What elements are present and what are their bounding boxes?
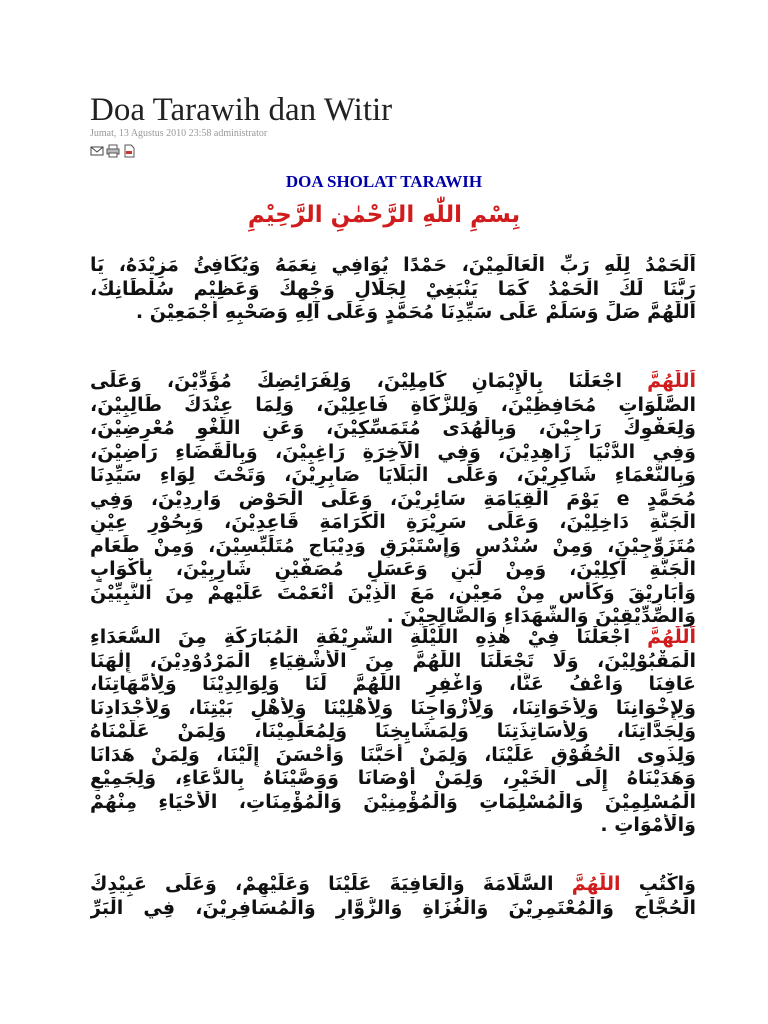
text-segment: اجْعَلْنَا بِالْإِيْمَانِ كَامِلِيْنَ، وَلِفَرَائِضِكَ مُؤَدِّيْنَ، وَعَلَى — [90, 370, 622, 392]
paragraph-doa-2 — [90, 626, 696, 838]
text-line: وَهَدَيْنَاهُ إِلَى الْخَيْرِ، وَلِمَنْ أَوْصَانَا وَوَصَّيْنَاهُ بِالدُّعَاءِ، وَلِجَمِيْعِ — [90, 767, 696, 789]
paragraph-doa-3 — [90, 873, 696, 920]
text-line: عَافِنَا وَاعْفُ عَنَّا، وَاغْفِرِ اللّٰهُمَّ لَنَا وَلِوَالِدِيْنَا وَلِأُمَّهَاتِنَا، — [90, 673, 696, 695]
page-title: Doa Tarawih dan Witir — [90, 92, 393, 128]
print-icon[interactable] — [106, 143, 120, 157]
text-line: وَفِي الدُّنْيَا زَاهِدِيْنَ، وَفِي الْآخِرَةِ رَاغِبِيْنَ، وَبِالْقَضَاءِ رَاضِيْنَ، — [90, 440, 696, 463]
text-segment: اجْعَلْنَا فِيْ هٰذِهِ اللَّيْلَةِ الشَّرِيْفَةِ الْمُبَارَكَةِ مِنَ السُّعَدَاءِ — [90, 626, 631, 648]
allahumma-word: اَللّٰهُمَّ — [647, 370, 696, 392]
text-line: وَأَبَارِيْقَ وَكَأْسٍ مِنْ مَعِيْنٍ، مَعَ الَّذِيْنَ أَنْعَمْتَ عَلَيْهِمْ مِنَ النَّبِيِّيْنَ — [90, 581, 696, 604]
text-line: مُحَمَّدٍ e يَوْمَ الْقِيَامَةِ سَائِرِيْنَ، وَعَلَى الْحَوْضِ وَارِدِيْنَ، وَفِي — [90, 487, 696, 510]
text-line: وَالْأَمْوَاتِ . — [600, 814, 696, 836]
email-icon[interactable] — [90, 143, 104, 157]
text-line: الْجَنَّةِ آكِلِيْنَ، وَمِنْ لَبَنٍ وَعَسَلٍ مُصَفَّيْنِ شَارِبِيْنَ، بِأَكْوَابٍ — [90, 558, 696, 580]
article-meta: Jumat, 13 Agustus 2010 23:58 administrator — [90, 128, 268, 139]
text-line: مُتَزَوِّجِيْنَ، وَمِنْ سُنْدُسٍ وَإِسْتَبْرَقٍ وَدِيْبَاجٍ مُتَلَبِّسِيْنَ، وَمِنْ طَعَامِ — [90, 534, 696, 557]
text-line: الصَّلَوَاتِ مُحَافِظِيْنَ، وَلِلزَّكَاةِ فَاعِلِيْنَ، وَلِمَا عِنْدَكَ طَالِبِيْنَ، — [90, 393, 696, 416]
text-line: الْجَنَّةِ دَاخِلِيْنَ، وَعَلَى سَرِيْرَةِ الْكَرَامَةِ قَاعِدِيْنَ، وَبِحُوْرٍ عِيْنٍ — [90, 511, 696, 533]
text-line: رَبَّنَا لَكَ الْحَمْدُ كَمَا يَنْبَغِيْ لِجَلَالِ وَجْهِكَ وَعَظِيْمِ سُلْطَانِكَ، — [90, 277, 696, 300]
text-line: وَلِعَفْوِكَ رَاجِيْنَ، وَبِالْهُدَى مُتَمَسِّكِيْنَ، وَعَنِ اللَّغْوِ مُعْرِضِيْنَ، — [90, 417, 696, 439]
text-line: وَلِإِخْوَانِنَا وَلِأَخَوَاتِنَا، وَلِأَزْوَاجِنَا وَلِأَهْلِيْنَا وَلِأَهْلِ بَيْتِنَا، وَلِأَجْدَادِنَا — [90, 696, 696, 719]
article-tools — [90, 143, 136, 157]
section-heading: DOA SHOLAT TARAWIH — [285, 172, 483, 191]
text-segment: وَاكْتُبِ — [638, 873, 696, 895]
text-line: اَلْحَمْدُ لِلّٰهِ رَبِّ الْعَالَمِيْنَ، حَمْدًا يُوَافِي نِعَمَهُ وَيُكَافِئُ مَزِيْدَهُ، يَا — [90, 254, 696, 276]
paragraph-hamdalah — [90, 254, 696, 325]
text-line — [90, 626, 696, 650]
text-line: وَالصِّدِّيْقِيْنَ وَالشُّهَدَاءِ وَالصَّالِحِيْنَ . — [386, 605, 696, 627]
text-line: وَلِجَدَّاتِنَا، وَلِأَسَاتِذَتِنَا وَلِمَشَايِخِنَا وَلِمُعَلِّمِيْنَا، وَلِمَنْ عَلَّمْنَاهُ — [90, 720, 696, 742]
allahumma-word: اَللّٰهُمَّ — [647, 626, 696, 648]
text-line: وَلِذَوِى الْحُقُوْقِ عَلَيْنَا، وَلِمَنْ أَحَبَّنَا وَأَحْسَنَ إِلَيْنَا، وَلِمَنْ هَدَانَا — [90, 743, 696, 766]
text-line: الْحُجَّاجِ وَالْمُعْتَمِرِيْنَ وَالْغُزَاةِ وَالزُّوَّارِ وَالْمُسَافِرِيْنَ، فِي الْبَرِّ — [90, 896, 696, 919]
allahumma-word: اللّٰهُمَّ — [571, 873, 621, 895]
basmala: بِسْمِ اللّٰهِ الرَّحْمٰنِ الرَّحِيْمِ — [247, 202, 521, 228]
text-line: وَبِالنَّعْمَاءِ شَاكِرِيْنَ، وَعَلَى الْبَلَايَا صَابِرِيْنَ، وَتَحْتَ لِوَاءِ سَيِّدِنَا — [90, 464, 696, 486]
text-line — [90, 873, 696, 897]
text-segment: السَّلَامَةَ وَالْعَافِيَةَ عَلَيْنَا وَعَلَيْهِمْ، وَعَلَى عَبِيْدِكَ — [90, 873, 554, 895]
paragraph-doa-1 — [90, 370, 696, 629]
text-line: الْمُسْلِمِيْنَ وَالْمُسْلِمَاتِ وَالْمُؤْمِنِيْنَ وَالْمُؤْمِنَاتِ، الْأَحْيَاءِ مِنْهُمْ — [90, 790, 696, 813]
text-line: اَللّٰهُمَّ صَلِّ وَسَلِّمْ عَلَى سَيِّدِنَا مُحَمَّدٍ وَعَلَى آلِهِ وَصَحْبِهِ أَجْمَعِيْنَ . — [135, 301, 696, 323]
text-line — [90, 370, 696, 394]
text-line: الْمَقْبُوْلِيْنَ، وَلَا تَجْعَلْنَا اللّٰهُمَّ مِنَ الْأَشْقِيَاءِ الْمَرْدُوْدِيْنَ، إِلٰهَنَا — [90, 649, 696, 672]
pdf-icon[interactable] — [122, 143, 136, 157]
